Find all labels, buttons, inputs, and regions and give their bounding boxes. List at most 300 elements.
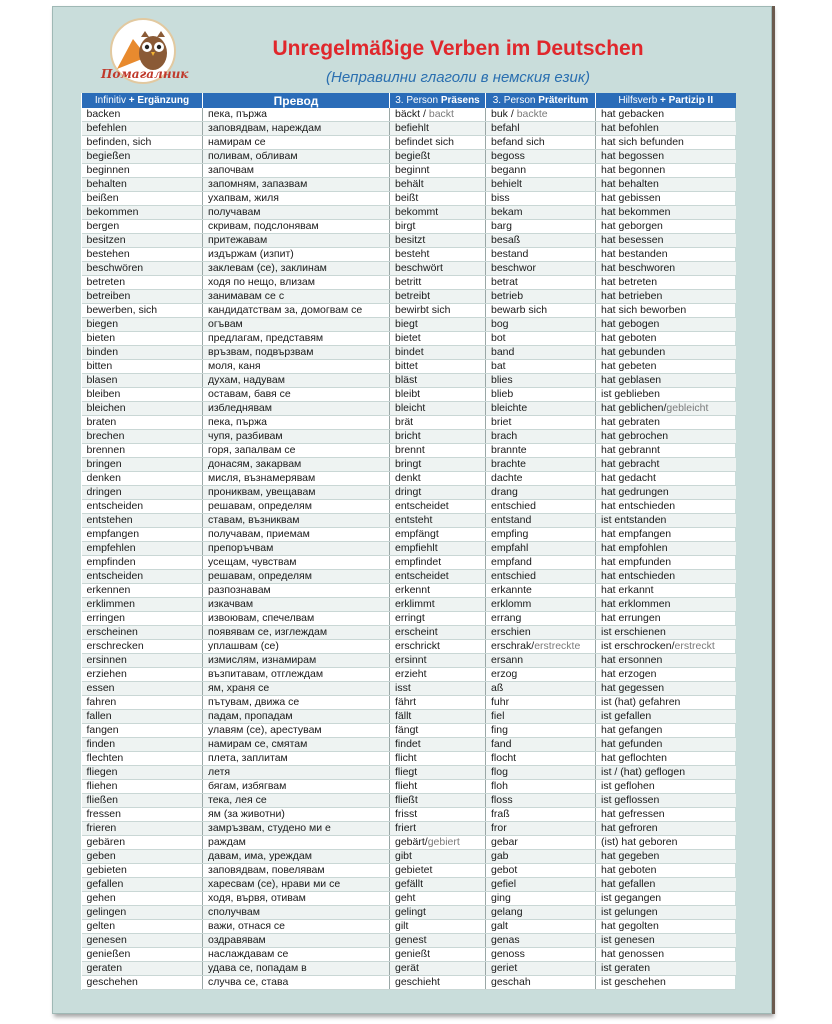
cell-participle: hat gebrannt [596, 444, 736, 458]
cell-translation: тека, лея се [203, 794, 390, 808]
cell-infinitive: empfangen [82, 528, 203, 542]
cell-infinitive: gelingen [82, 906, 203, 920]
cell-translation: възпитавам, отглеждам [203, 668, 390, 682]
cell-preterite: entstand [486, 514, 596, 528]
cell-present: empfängt [390, 528, 486, 542]
cell-participle: hat empfunden [596, 556, 736, 570]
cell-preterite: empfand [486, 556, 596, 570]
table-row [82, 318, 736, 332]
table-row [82, 402, 736, 416]
cell-translation: връзвам, подвързвам [203, 346, 390, 360]
cell-present: erkennt [390, 584, 486, 598]
cell-present: beißt [390, 192, 486, 206]
table-row [82, 556, 736, 570]
cell-preterite: erschrak/erstreckte [486, 640, 596, 654]
cell-infinitive: backen [82, 108, 203, 122]
cell-participle: hat gebissen [596, 192, 736, 206]
cell-participle: ist erschienen [596, 626, 736, 640]
cell-infinitive: binden [82, 346, 203, 360]
cell-translation: духам, надувам [203, 374, 390, 388]
table-row [82, 206, 736, 220]
cell-participle: ist geraten [596, 962, 736, 976]
cell-participle: hat sich befunden [596, 136, 736, 150]
cell-present: dringt [390, 486, 486, 500]
cell-preterite: blies [486, 374, 596, 388]
cell-translation: предлагам, представям [203, 332, 390, 346]
cell-infinitive: bleiben [82, 388, 203, 402]
cell-preterite: flog [486, 766, 596, 780]
col-header-infinitive: Infinitiv + Ergänzung [82, 93, 203, 108]
cell-preterite: geriet [486, 962, 596, 976]
cell-translation: кандидатствам за, домогвам се [203, 304, 390, 318]
table-row [82, 850, 736, 864]
cell-participle: hat befohlen [596, 122, 736, 136]
table-row [82, 570, 736, 584]
cell-translation: избледнявам [203, 402, 390, 416]
cell-translation: появявам се, изглеждам [203, 626, 390, 640]
cell-participle: ist geschehen [596, 976, 736, 990]
cell-present: genießt [390, 948, 486, 962]
cell-present: entscheidet [390, 500, 486, 514]
cell-translation: намирам се, смятам [203, 738, 390, 752]
cell-preterite: drang [486, 486, 596, 500]
cell-translation: занимавам се с [203, 290, 390, 304]
cell-preterite: betrat [486, 276, 596, 290]
cell-present: bringt [390, 458, 486, 472]
cell-preterite: blieb [486, 388, 596, 402]
cell-present: birgt [390, 220, 486, 234]
table-row [82, 444, 736, 458]
cell-infinitive: begießen [82, 150, 203, 164]
cell-infinitive: geben [82, 850, 203, 864]
cell-participle: hat gebeten [596, 360, 736, 374]
table-row [82, 612, 736, 626]
cell-participle: (ist) hat geboren [596, 836, 736, 850]
cell-present: bleicht [390, 402, 486, 416]
cell-participle: hat gebacken [596, 108, 736, 122]
cell-participle: hat geblasen [596, 374, 736, 388]
table-row [82, 234, 736, 248]
cell-translation: удава се, попадам в [203, 962, 390, 976]
cell-translation: улавям (се), арестувам [203, 724, 390, 738]
cell-infinitive: gelten [82, 920, 203, 934]
cell-infinitive: erziehen [82, 668, 203, 682]
verb-table [81, 93, 736, 990]
cell-preterite: bestand [486, 248, 596, 262]
cell-translation: прониквам, увещавам [203, 486, 390, 500]
cell-preterite: aß [486, 682, 596, 696]
cell-translation: сполучвам [203, 906, 390, 920]
cell-participle: hat erklommen [596, 598, 736, 612]
table-row [82, 542, 736, 556]
cell-infinitive: entscheiden [82, 570, 203, 584]
cell-participle: hat empfohlen [596, 542, 736, 556]
cell-preterite: behielt [486, 178, 596, 192]
cell-translation: скривам, подслонявам [203, 220, 390, 234]
table-row [82, 976, 736, 990]
cell-preterite: befahl [486, 122, 596, 136]
cell-present: empfindet [390, 556, 486, 570]
cell-preterite: erschien [486, 626, 596, 640]
cell-translation: намирам се [203, 136, 390, 150]
cell-present: fliegt [390, 766, 486, 780]
cell-infinitive: fallen [82, 710, 203, 724]
cell-participle: hat erzogen [596, 668, 736, 682]
cell-infinitive: brennen [82, 444, 203, 458]
table-row [82, 178, 736, 192]
cell-present: brennt [390, 444, 486, 458]
cell-preterite: empfing [486, 528, 596, 542]
table-row [82, 864, 736, 878]
cell-present: bittet [390, 360, 486, 374]
table-row [82, 724, 736, 738]
cell-translation: замръзвам, студено ми е [203, 822, 390, 836]
cell-infinitive: fahren [82, 696, 203, 710]
cell-present: entscheidet [390, 570, 486, 584]
cell-translation: получавам, приемам [203, 528, 390, 542]
cell-preterite: band [486, 346, 596, 360]
cell-present: entsteht [390, 514, 486, 528]
cell-present: flicht [390, 752, 486, 766]
cell-translation: раждам [203, 836, 390, 850]
cell-translation: препоръчвам [203, 542, 390, 556]
table-row [82, 332, 736, 346]
cell-translation: харесвам (се), нрави ми се [203, 878, 390, 892]
cell-present: geschieht [390, 976, 486, 990]
cell-participle: ist erschrocken/erstreckt [596, 640, 736, 654]
cell-translation: плета, заплитам [203, 752, 390, 766]
cell-infinitive: blasen [82, 374, 203, 388]
table-row [82, 808, 736, 822]
cell-participle: ist gelungen [596, 906, 736, 920]
cell-present: betreibt [390, 290, 486, 304]
cell-present: empfiehlt [390, 542, 486, 556]
col-header-translation: Превод [203, 93, 390, 108]
cell-infinitive: brechen [82, 430, 203, 444]
cell-infinitive: bieten [82, 332, 203, 346]
cell-participle: hat ersonnen [596, 654, 736, 668]
cell-translation: издържам (изпит) [203, 248, 390, 262]
table-row [82, 500, 736, 514]
cell-infinitive: erklimmen [82, 598, 203, 612]
table-row [82, 416, 736, 430]
cell-translation: ухапвам, жиля [203, 192, 390, 206]
table-row [82, 584, 736, 598]
cell-infinitive: fliehen [82, 780, 203, 794]
cell-preterite: brach [486, 430, 596, 444]
cell-present: bewirbt sich [390, 304, 486, 318]
cell-preterite: gefiel [486, 878, 596, 892]
cell-preterite: gab [486, 850, 596, 864]
col-header-present: 3. Person Präsens [390, 93, 486, 108]
table-row [82, 710, 736, 724]
cell-present: friert [390, 822, 486, 836]
cell-participle: ist (hat) gefahren [596, 696, 736, 710]
cell-participle: hat gedacht [596, 472, 736, 486]
cell-participle: hat erkannt [596, 584, 736, 598]
cell-translation: донасям, закарвам [203, 458, 390, 472]
cell-infinitive: bringen [82, 458, 203, 472]
cell-present: erzieht [390, 668, 486, 682]
cell-participle: hat errungen [596, 612, 736, 626]
cell-present: gibt [390, 850, 486, 864]
page-subtitle: (Неправилни глаголи в немския език) [326, 69, 590, 86]
cell-preterite: flocht [486, 752, 596, 766]
cell-preterite: errang [486, 612, 596, 626]
cell-preterite: beschwor [486, 262, 596, 276]
table-row [82, 290, 736, 304]
cell-preterite: bewarb sich [486, 304, 596, 318]
cell-translation: притежавам [203, 234, 390, 248]
table-row [82, 794, 736, 808]
cell-translation: пътувам, движа се [203, 696, 390, 710]
cell-preterite: befand sich [486, 136, 596, 150]
table-row [82, 920, 736, 934]
cell-participle: hat behalten [596, 178, 736, 192]
cell-preterite: floh [486, 780, 596, 794]
cell-preterite: galt [486, 920, 596, 934]
cell-infinitive: finden [82, 738, 203, 752]
table-row [82, 388, 736, 402]
cell-translation: извоювам, спечелвам [203, 612, 390, 626]
cell-infinitive: entstehen [82, 514, 203, 528]
verb-poster [52, 6, 772, 1014]
verb-table-container [81, 93, 735, 990]
table-row [82, 486, 736, 500]
cell-infinitive: fließen [82, 794, 203, 808]
poster-edge [772, 6, 775, 1014]
col-header-participle: Hilfsverb + Partizip II [596, 93, 736, 108]
cell-infinitive: geschehen [82, 976, 203, 990]
table-row [82, 738, 736, 752]
cell-participle: ist gefallen [596, 710, 736, 724]
cell-translation: наслаждавам се [203, 948, 390, 962]
cell-present: gebärt/gebiert [390, 836, 486, 850]
cell-infinitive: bestehen [82, 248, 203, 262]
cell-participle: ist geflohen [596, 780, 736, 794]
cell-participle: hat begonnen [596, 164, 736, 178]
cell-translation: давам, има, уреждам [203, 850, 390, 864]
cell-translation: чупя, разбивам [203, 430, 390, 444]
logo-text: Помагалник [101, 67, 189, 81]
cell-preterite: gelang [486, 906, 596, 920]
cell-participle: hat betrieben [596, 290, 736, 304]
cell-infinitive: ersinnen [82, 654, 203, 668]
cell-present: isst [390, 682, 486, 696]
cell-participle: hat gebracht [596, 458, 736, 472]
cell-infinitive: fangen [82, 724, 203, 738]
cell-preterite: brannte [486, 444, 596, 458]
cell-preterite: begann [486, 164, 596, 178]
cell-translation: измислям, изнамирам [203, 654, 390, 668]
table-row [82, 304, 736, 318]
cell-present: gerät [390, 962, 486, 976]
cell-present: denkt [390, 472, 486, 486]
cell-infinitive: beißen [82, 192, 203, 206]
verb-table-body [82, 108, 736, 990]
table-row [82, 108, 736, 122]
cell-participle: hat entschieden [596, 500, 736, 514]
cell-present: fährt [390, 696, 486, 710]
cell-participle: hat geborgen [596, 220, 736, 234]
cell-participle: hat geboten [596, 332, 736, 346]
cell-translation: ставам, възниквам [203, 514, 390, 528]
cell-infinitive: gebieten [82, 864, 203, 878]
col-header-preterite: 3. Person Präteritum [486, 93, 596, 108]
cell-present: gefällt [390, 878, 486, 892]
cell-present: erklimmt [390, 598, 486, 612]
cell-preterite: biss [486, 192, 596, 206]
cell-translation: ям (за животни) [203, 808, 390, 822]
cell-participle: hat empfangen [596, 528, 736, 542]
cell-present: beginnt [390, 164, 486, 178]
table-row [82, 192, 736, 206]
cell-preterite: fand [486, 738, 596, 752]
cell-present: fängt [390, 724, 486, 738]
cell-translation: решавам, определям [203, 570, 390, 584]
cell-preterite: genoss [486, 948, 596, 962]
table-row [82, 262, 736, 276]
table-row [82, 136, 736, 150]
cell-participle: ist entstanden [596, 514, 736, 528]
cell-participle: hat gegolten [596, 920, 736, 934]
cell-preterite: bot [486, 332, 596, 346]
cell-present: fließt [390, 794, 486, 808]
cell-preterite: erklomm [486, 598, 596, 612]
cell-translation: уплашвам (се) [203, 640, 390, 654]
cell-participle: hat gebogen [596, 318, 736, 332]
cell-participle: hat entschieden [596, 570, 736, 584]
cell-translation: оставам, бавя се [203, 388, 390, 402]
cell-translation: моля, каня [203, 360, 390, 374]
cell-infinitive: genesen [82, 934, 203, 948]
cell-participle: ist geblieben [596, 388, 736, 402]
cell-present: flieht [390, 780, 486, 794]
cell-preterite: geschah [486, 976, 596, 990]
cell-participle: hat geblichen/gebleicht [596, 402, 736, 416]
cell-translation: разпознавам [203, 584, 390, 598]
cell-participle: hat betreten [596, 276, 736, 290]
cell-present: bleibt [390, 388, 486, 402]
table-row [82, 164, 736, 178]
cell-participle: hat gegessen [596, 682, 736, 696]
cell-infinitive: beginnen [82, 164, 203, 178]
cell-preterite: entschied [486, 570, 596, 584]
cell-infinitive: flechten [82, 752, 203, 766]
cell-participle: hat gefunden [596, 738, 736, 752]
cell-infinitive: fressen [82, 808, 203, 822]
cell-translation: заповядвам, нареждам [203, 122, 390, 136]
cell-infinitive: bitten [82, 360, 203, 374]
cell-translation: заклевам (се), заклинам [203, 262, 390, 276]
cell-present: geht [390, 892, 486, 906]
cell-present: besitzt [390, 234, 486, 248]
cell-present: behält [390, 178, 486, 192]
cell-participle: ist genesen [596, 934, 736, 948]
cell-participle: ist gegangen [596, 892, 736, 906]
cell-infinitive: befinden, sich [82, 136, 203, 150]
cell-preterite: fror [486, 822, 596, 836]
cell-translation: ходя, вървя, отивам [203, 892, 390, 906]
cell-present: genest [390, 934, 486, 948]
cell-participle: hat genossen [596, 948, 736, 962]
cell-translation: решавам, определям [203, 500, 390, 514]
cell-participle: hat bestanden [596, 248, 736, 262]
cell-preterite: floss [486, 794, 596, 808]
table-row [82, 248, 736, 262]
cell-preterite: fiel [486, 710, 596, 724]
cell-preterite: bekam [486, 206, 596, 220]
cell-present: befindet sich [390, 136, 486, 150]
page-title: Unregelmäßige Verben im Deutschen [272, 37, 644, 60]
cell-infinitive: frieren [82, 822, 203, 836]
cell-translation: запомням, запазвам [203, 178, 390, 192]
cell-translation: ям, храня се [203, 682, 390, 696]
cell-infinitive: denken [82, 472, 203, 486]
table-row [82, 780, 736, 794]
table-row [82, 892, 736, 906]
table-row [82, 878, 736, 892]
cell-infinitive: bewerben, sich [82, 304, 203, 318]
cell-present: biegt [390, 318, 486, 332]
cell-translation: получавам [203, 206, 390, 220]
cell-preterite: erkannte [486, 584, 596, 598]
table-row [82, 150, 736, 164]
cell-preterite: fuhr [486, 696, 596, 710]
cell-translation: оздравявам [203, 934, 390, 948]
cell-preterite: betrieb [486, 290, 596, 304]
cell-infinitive: betreiben [82, 290, 203, 304]
cell-translation: започвам [203, 164, 390, 178]
cell-present: brät [390, 416, 486, 430]
cell-translation: случва се, става [203, 976, 390, 990]
cell-present: gebietet [390, 864, 486, 878]
cell-infinitive: betreten [82, 276, 203, 290]
cell-participle: hat besessen [596, 234, 736, 248]
table-header-row [82, 93, 736, 108]
table-row [82, 458, 736, 472]
cell-translation: летя [203, 766, 390, 780]
cell-translation: поливам, обливам [203, 150, 390, 164]
cell-present: bricht [390, 430, 486, 444]
cell-infinitive: bleichen [82, 402, 203, 416]
table-row [82, 766, 736, 780]
cell-infinitive: entscheiden [82, 500, 203, 514]
cell-translation: пека, пържа [203, 416, 390, 430]
cell-infinitive: bergen [82, 220, 203, 234]
cell-present: besteht [390, 248, 486, 262]
cell-translation: бягам, избягвам [203, 780, 390, 794]
cell-present: erscheint [390, 626, 486, 640]
cell-preterite: ersann [486, 654, 596, 668]
table-row [82, 472, 736, 486]
cell-preterite: bat [486, 360, 596, 374]
table-row [82, 948, 736, 962]
table-row [82, 598, 736, 612]
cell-translation: огъвам [203, 318, 390, 332]
cell-infinitive: bekommen [82, 206, 203, 220]
cell-preterite: erzog [486, 668, 596, 682]
cell-participle: hat gegeben [596, 850, 736, 864]
cell-infinitive: gefallen [82, 878, 203, 892]
cell-infinitive: erkennen [82, 584, 203, 598]
table-row [82, 276, 736, 290]
table-row [82, 696, 736, 710]
cell-infinitive: befehlen [82, 122, 203, 136]
cell-preterite: empfahl [486, 542, 596, 556]
cell-present: findet [390, 738, 486, 752]
cell-translation: падам, пропадам [203, 710, 390, 724]
